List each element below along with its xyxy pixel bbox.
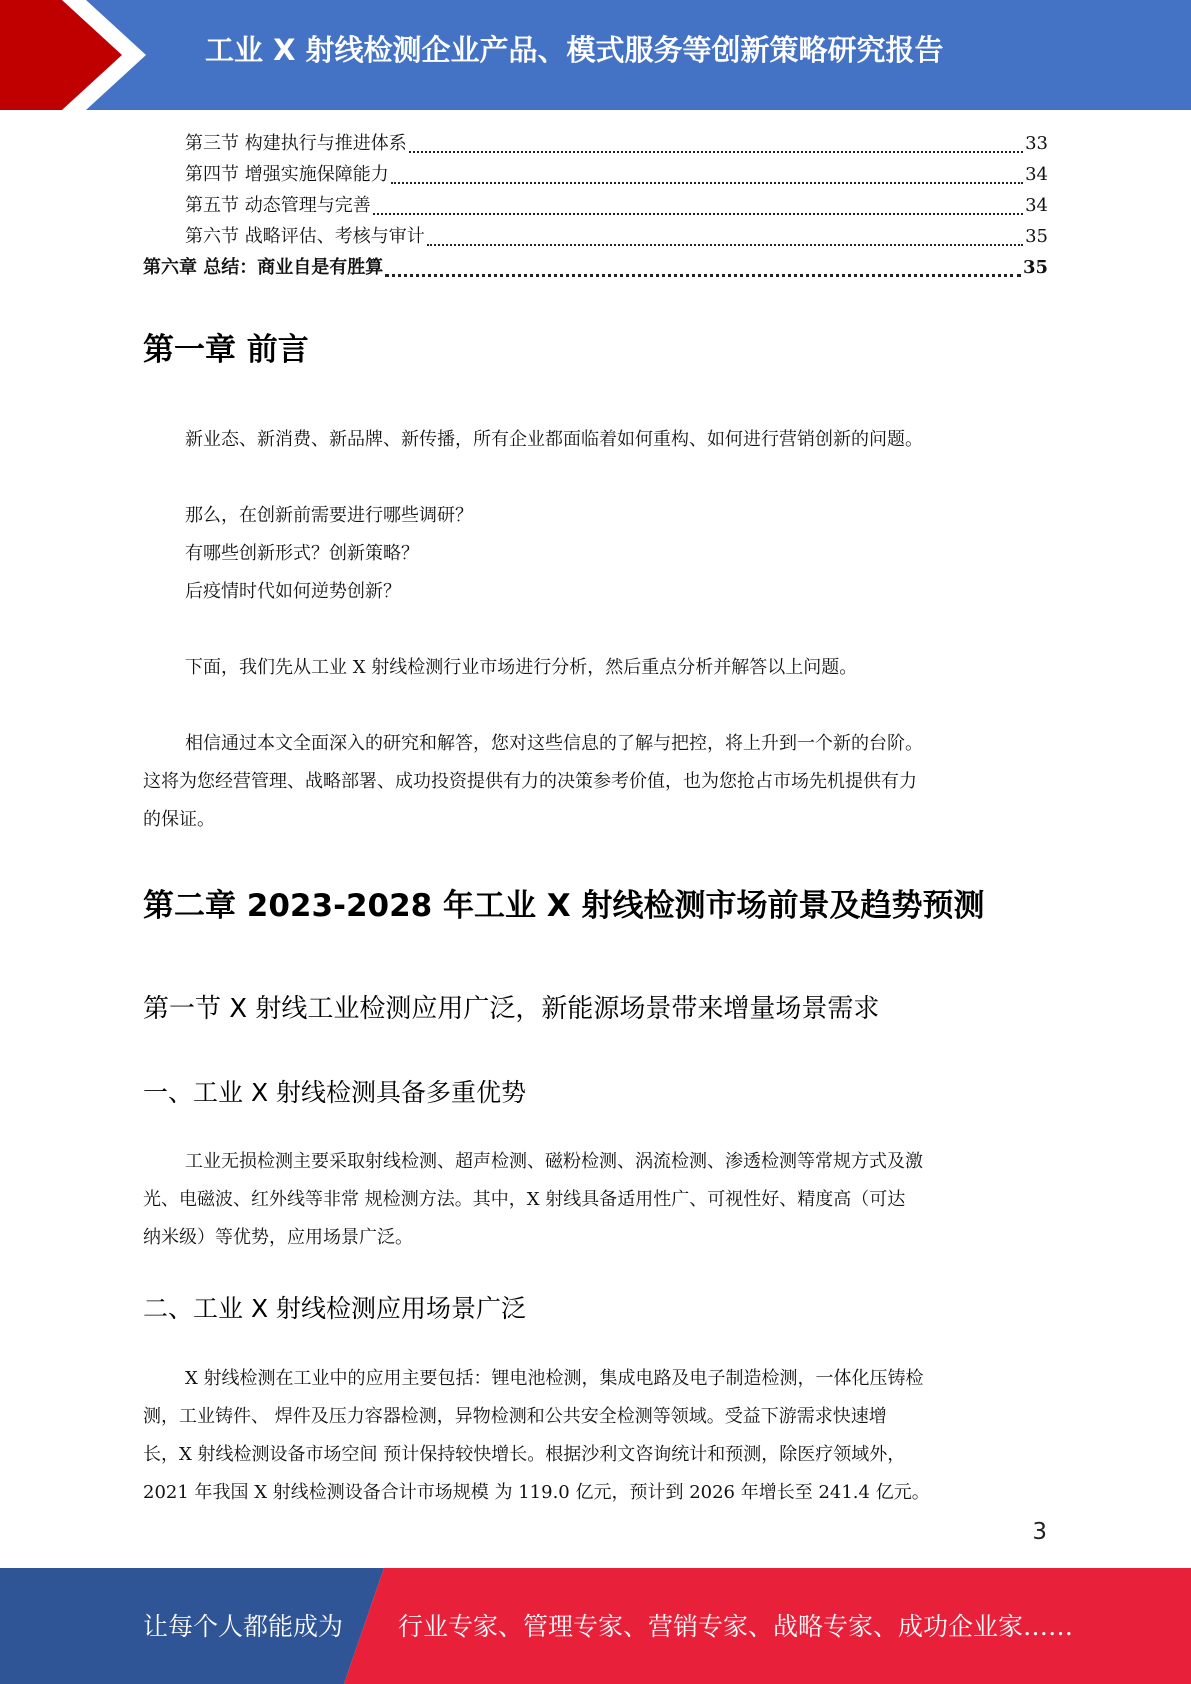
chapter-1-paragraph-2: [143, 649, 1048, 687]
toc-entry-title: 第三节 构建执行与推进体系: [185, 133, 407, 154]
toc-leader-dots: [409, 151, 1023, 153]
chapter-1-paragraph-1: [143, 421, 1048, 459]
text-line: 新业态、新消费、新品牌、新传播，所有企业都面临着如何重构、如何进行营销创新的问题。: [185, 429, 923, 450]
text-line: 测，工业铸件、 焊件及压力容器检测，异物检测和公共安全检测等领域。受益下游需求快速增: [143, 1406, 887, 1427]
page-number: 3: [1032, 1519, 1047, 1545]
toc-entry-page: 33: [1025, 133, 1048, 154]
toc-entry-title: 第五节 动态管理与完善: [185, 195, 371, 216]
toc-entry-page: 34: [1025, 164, 1048, 185]
text-line: 纳米级）等优势，应用场景广泛。: [143, 1227, 413, 1248]
subsection-1-paragraph: [143, 1143, 1048, 1257]
toc-entry-page: 35: [1025, 226, 1048, 247]
toc-entry[interactable]: [143, 159, 1048, 190]
toc-entry[interactable]: [143, 221, 1048, 252]
toc-entry-title: 第六章 总结：商业自是有胜算: [143, 257, 384, 278]
toc-entry-chapter[interactable]: [143, 252, 1048, 283]
text-line: 长，X 射线检测设备市场空间 预计保持较快增长。根据沙利文咨询统计和预测，除医疗领域外，: [143, 1444, 906, 1465]
chapter-1-heading: 第一章 前言: [143, 332, 309, 368]
toc-leader-dots: [391, 182, 1023, 184]
toc-leader-dots: [385, 274, 1021, 277]
toc-entry-page: 35: [1022, 257, 1048, 278]
text-line: 工业无损检测主要采取射线检测、超声检测、磁粉检测、涡流检测、渗透检测等常规方式及激: [185, 1151, 923, 1172]
text-line: 的保证。: [143, 809, 215, 830]
toc-entry[interactable]: [143, 128, 1048, 159]
toc-leader-dots: [427, 244, 1023, 246]
toc-entry-page: 34: [1025, 195, 1048, 216]
subsection-1-heading: 一、工业 X 射线检测具备多重优势: [143, 1078, 527, 1107]
text-line: 2021 年我国 X 射线检测设备合计市场规模 为 119.0 亿元，预计到 2026 年增长至 241.4 亿元。: [143, 1482, 930, 1503]
footer-slogan-left: 让每个人都能成为: [143, 1612, 344, 1641]
chapter-1-paragraph-3: [143, 725, 1048, 839]
report-title: 工业 X 射线检测企业产品、模式服务等创新策略研究报告: [205, 33, 944, 67]
footer-slogan-right: 行业专家、管理专家、营销专家、战略专家、成功企业家……: [398, 1612, 1074, 1641]
text-line: 下面，我们先从工业 X 射线检测行业市场进行分析，然后重点分析并解答以上问题。: [185, 657, 858, 678]
text-line: X 射线检测在工业中的应用主要包括：锂电池检测，集成电路及电子制造检测，一体化压铸检: [185, 1368, 924, 1389]
subsection-2-heading: 二、工业 X 射线检测应用场景广泛: [143, 1294, 527, 1323]
chapter-1-questions: [143, 497, 1048, 611]
text-line: 相信通过本文全面深入的研究和解答，您对这些信息的了解与把控，将上升到一个新的台阶。: [185, 733, 923, 754]
subsection-2-paragraph: [143, 1360, 1048, 1512]
toc-leader-dots: [373, 213, 1023, 215]
section-1-heading: 第一节 X 射线工业检测应用广泛，新能源场景带来增量场景需求: [143, 994, 880, 1024]
text-line: 后疫情时代如何逆势创新？: [185, 581, 401, 602]
text-line: 有哪些创新形式？创新策略？: [185, 543, 419, 564]
text-line: 那么，在创新前需要进行哪些调研？: [185, 505, 473, 526]
header-chevron-decoration: [0, 0, 160, 110]
toc-entry-title: 第六节 战略评估、考核与审计: [185, 226, 425, 247]
toc-entry-title: 第四节 增强实施保障能力: [185, 164, 389, 185]
toc-entry[interactable]: [143, 190, 1048, 221]
chapter-2-heading: 第二章 2023-2028 年工业 X 射线检测市场前景及趋势预测: [143, 888, 985, 924]
text-line: 光、电磁波、红外线等非常 规检测方法。其中，X 射线具备适用性广、可视性好、精度高（可达: [143, 1189, 906, 1210]
page-header: [0, 0, 1191, 110]
text-line: 这将为您经营管理、战略部署、成功投资提供有力的决策参考价值，也为您抢占市场先机提供有力: [143, 771, 917, 792]
table-of-contents: [143, 128, 1048, 283]
page-footer: [0, 1568, 1191, 1684]
